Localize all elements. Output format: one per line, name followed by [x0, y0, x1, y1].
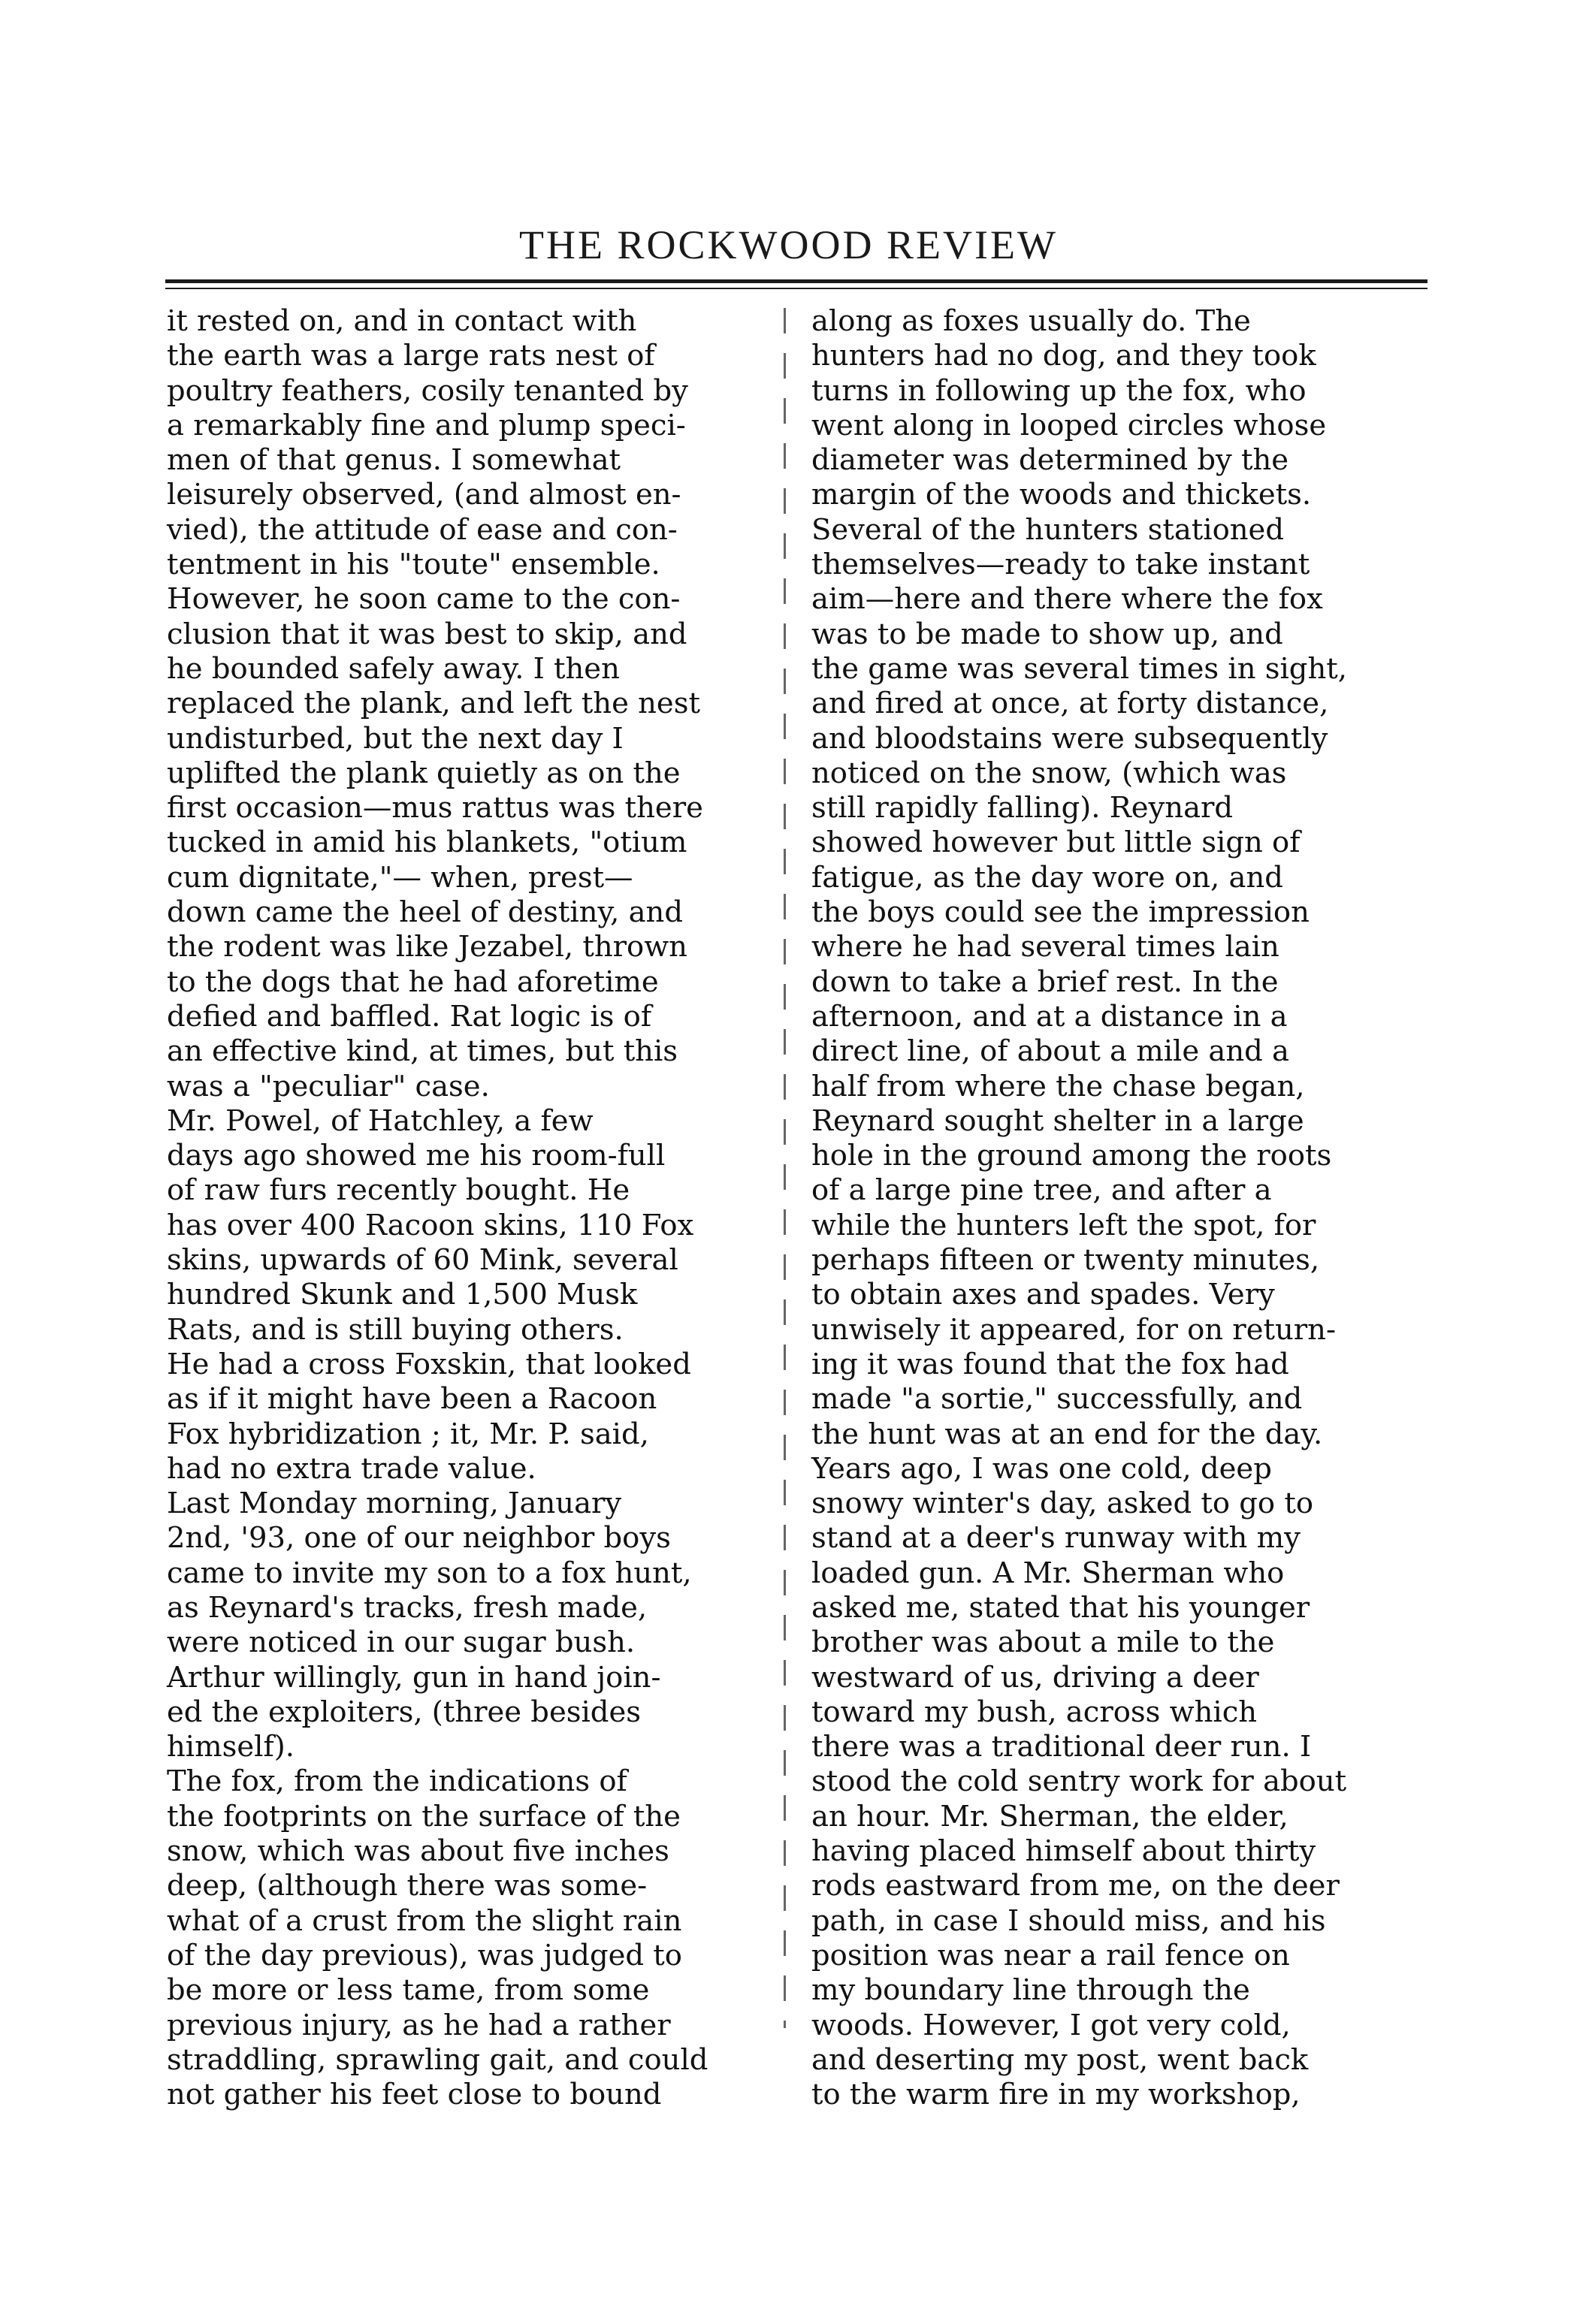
text-line: hole in the ground among the roots — [811, 1139, 1332, 1173]
text-line: He had a cross Foxskin, that looked — [167, 1347, 691, 1381]
text-line: the game was several times in sight, — [811, 651, 1347, 686]
text-line: unwisely it appeared, for on return- — [811, 1312, 1336, 1347]
text-line: vied), the attitude of ease and con- — [167, 512, 678, 547]
text-line: westward of us, driving a deer — [811, 1660, 1259, 1695]
text-line: margin of the woods and thickets. — [811, 478, 1312, 512]
text-line: leisurely observed, (and almost en- — [167, 478, 681, 512]
text-line: of the day previous), was judged to — [167, 1938, 682, 1972]
text-line: afternoon, and at a distance in a — [811, 999, 1288, 1034]
text-line: Reynard sought shelter in a large — [811, 1103, 1304, 1138]
text-line: showed however but little sign of — [811, 825, 1301, 860]
text-line: Mr. Powel, of Hatchley, a few — [167, 1103, 594, 1138]
text-line: undisturbed, but the next day I — [167, 721, 624, 756]
text-line: has over 400 Racoon skins, 110 Fox — [167, 1208, 694, 1242]
text-line: aim—here and there where the fox — [811, 582, 1323, 617]
text-line: my boundary line through the — [811, 1973, 1250, 2008]
text-line: Years ago, I was one cold, deep — [811, 1451, 1272, 1486]
text-line: to the dogs that he had aforetime — [167, 964, 659, 999]
text-line: the earth was a large rats nest of — [167, 339, 655, 373]
text-line: previous injury, as he had a rather — [167, 2008, 671, 2042]
text-line: loaded gun. A Mr. Sherman who — [811, 1556, 1285, 1590]
text-line: down came the heel of destiny, and — [167, 895, 684, 930]
text-line: toward my bush, across which — [811, 1695, 1258, 1729]
text-line: was to be made to show up, and — [811, 617, 1283, 651]
text-line: perhaps fifteen or twenty minutes, — [811, 1243, 1320, 1278]
text-line: 2nd, '93, one of our neighbor boys — [167, 1521, 671, 1556]
text-line: the footprints on the surface of the — [167, 1799, 681, 1834]
text-line: went along in looped circles whose — [811, 408, 1327, 442]
text-line: having placed himself about thirty — [811, 1834, 1316, 1869]
text-line: replaced the plank, and left the nest — [167, 687, 700, 721]
text-line: turns in following up the fox, who — [811, 373, 1307, 408]
text-line: were noticed in our sugar bush. — [167, 1625, 636, 1660]
text-line: of a large pine tree, and after a — [811, 1173, 1272, 1208]
text-line: Last Monday morning, January — [167, 1486, 622, 1521]
text-line: However, he soon came to the con- — [167, 582, 681, 617]
text-line: first occasion—mus rattus was there — [167, 791, 703, 825]
text-line: Several of the hunters stationed — [811, 512, 1284, 547]
text-line: hunters had no dog, and they took — [811, 339, 1316, 373]
text-line: to the warm fire in my workshop, — [811, 2078, 1301, 2112]
text-line: along as foxes usually do. The — [811, 304, 1251, 338]
text-line: there was a traditional deer run. I — [811, 1730, 1312, 1764]
text-line: was a "peculiar" case. — [167, 1069, 490, 1103]
text-line: snowy winter's day, asked to go to — [811, 1486, 1313, 1521]
text-line: deep, (although there was some- — [167, 1869, 648, 1903]
text-line: Arthur willingly, gun in hand join- — [167, 1660, 661, 1695]
text-line: tentment in his "toute" ensemble. — [167, 548, 660, 582]
text-line: The fox, from the indications of — [167, 1764, 627, 1799]
text-line: an hour. Mr. Sherman, the elder, — [811, 1799, 1288, 1834]
text-line: of raw furs recently bought. He — [167, 1173, 630, 1208]
text-line: not gather his feet close to bound — [167, 2078, 662, 2112]
text-line: snow, which was about five inches — [167, 1834, 669, 1869]
text-line: half from where the chase began, — [811, 1069, 1305, 1103]
text-line: came to invite my son to a fox hunt, — [167, 1556, 692, 1590]
text-line: rods eastward from me, on the deer — [811, 1869, 1340, 1903]
text-line: and fired at once, at forty distance, — [811, 687, 1329, 721]
text-line: still rapidly falling). Reynard — [811, 791, 1234, 825]
header-rule-thick — [165, 279, 1427, 283]
text-line: made "a sortie," successfully, and — [811, 1382, 1303, 1417]
text-line: what of a crust from the slight rain — [167, 1903, 682, 1938]
text-line: as Reynard's tracks, fresh made, — [167, 1590, 648, 1625]
right-column — [811, 304, 1405, 2112]
text-line: woods. However, I got very cold, — [811, 2008, 1291, 2042]
text-line: fatigue, as the day wore on, and — [811, 860, 1283, 895]
text-line: men of that genus. I somewhat — [167, 443, 621, 478]
text-line: direct line, of about a mile and a — [811, 1034, 1289, 1069]
text-line: skins, upwards of 60 Mink, several — [167, 1243, 678, 1278]
text-line: asked me, stated that his younger — [811, 1590, 1310, 1625]
text-line: poultry feathers, cosily tenanted by — [167, 373, 688, 408]
text-line: ing it was found that the fox had — [811, 1347, 1289, 1381]
text-line: it rested on, and in contact with — [167, 304, 637, 338]
text-line: cum dignitate,"— when, prest— — [167, 860, 633, 895]
text-line: be more or less tame, from some — [167, 1973, 650, 2008]
text-line: and deserting my post, went back — [811, 2042, 1309, 2077]
text-line: tucked in amid his blankets, "otium — [167, 825, 687, 860]
text-line: as if it might have been a Racoon — [167, 1382, 657, 1417]
header-rule-thin — [165, 288, 1427, 289]
column-divider — [784, 308, 786, 2028]
text-line: Rats, and is still buying others. — [167, 1312, 624, 1347]
text-line: uplifted the plank quietly as on the — [167, 756, 681, 790]
text-line: the boys could see the impression — [811, 895, 1310, 930]
left-column — [167, 304, 760, 2112]
text-line: ed the exploiters, (three besides — [167, 1695, 641, 1729]
text-line: he bounded safely away. I then — [167, 651, 620, 686]
text-line: himself). — [167, 1730, 295, 1764]
text-line: hundred Skunk and 1,500 Musk — [167, 1278, 638, 1312]
text-line: noticed on the snow, (which was — [811, 756, 1287, 790]
text-line: stand at a deer's runway with my — [811, 1521, 1301, 1556]
text-line: down to take a brief rest. In the — [811, 964, 1279, 999]
text-line: an effective kind, at times, but this — [167, 1034, 678, 1069]
text-line: and bloodstains were subsequently — [811, 721, 1328, 756]
text-line: defied and baffled. Rat logic is of — [167, 999, 652, 1034]
text-line: while the hunters left the spot, for — [811, 1208, 1316, 1242]
text-line: brother was about a mile to the — [811, 1625, 1275, 1660]
text-line: Fox hybridization ; it, Mr. P. said, — [167, 1417, 649, 1451]
text-line: to obtain axes and spades. Very — [811, 1278, 1275, 1312]
text-line: the rodent was like Jezabel, thrown — [167, 930, 687, 964]
text-line: the hunt was at an end for the day. — [811, 1417, 1323, 1451]
text-line: where he had several times lain — [811, 930, 1279, 964]
text-line: position was near a rail fence on — [811, 1938, 1290, 1972]
text-line: clusion that it was best to skip, and — [167, 617, 687, 651]
text-line: themselves—ready to take instant — [811, 548, 1310, 582]
text-line: path, in case I should miss, and his — [811, 1903, 1326, 1938]
page-header-title: THE ROCKWOOD REVIEW — [519, 222, 1058, 267]
text-line: days ago showed me his room-full — [167, 1139, 666, 1173]
text-line: had no extra trade value. — [167, 1451, 536, 1486]
text-line: a remarkably fine and plump speci- — [167, 408, 686, 442]
text-line: diameter was determined by the — [811, 443, 1289, 478]
text-line: stood the cold sentry work for about — [811, 1764, 1347, 1799]
text-line: straddling, sprawling gait, and could — [167, 2042, 708, 2077]
